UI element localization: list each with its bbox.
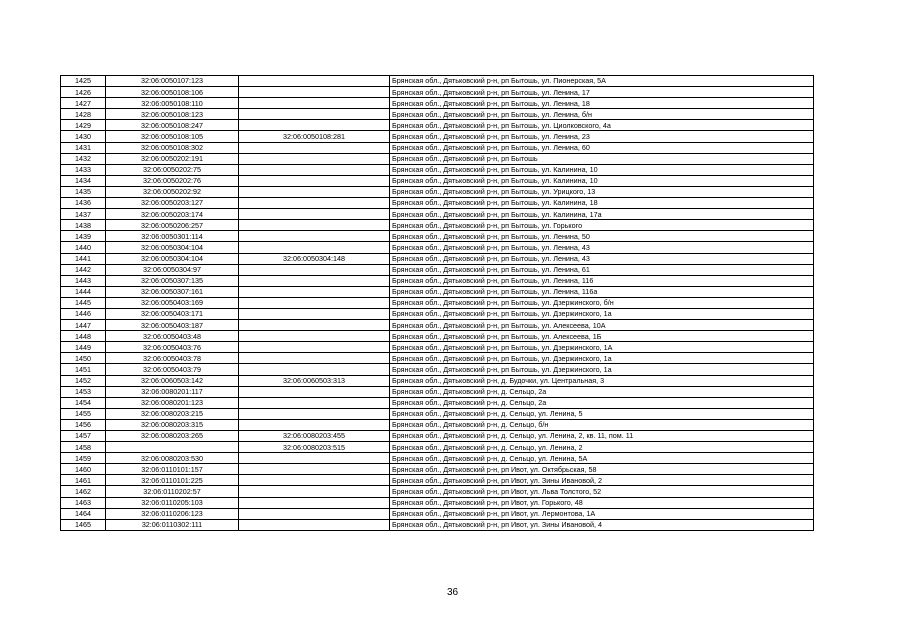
address-cell: Брянская обл., Дятьковский р-н, рп Бытошь, ул. Калинина, 18: [390, 198, 814, 209]
address-cell: Брянская обл., Дятьковский р-н, рп Бытошь, ул. Ленина, б/н: [390, 109, 814, 120]
table-row: [61, 253, 814, 264]
cadastral-number-cell: 32:06:0080203:315: [106, 419, 239, 430]
table-row: [61, 342, 814, 353]
address-cell: Брянская обл., Дятьковский р-н, д. Будочки, ул. Центральная, 3: [390, 375, 814, 386]
table-row: [61, 198, 814, 209]
parent-cadastral-number-cell: [239, 386, 390, 397]
parent-cadastral-number-cell: [239, 408, 390, 419]
cadastral-number-cell: 32:06:0050108:105: [106, 131, 239, 142]
table-row: [61, 442, 814, 453]
row-number-cell: 1443: [61, 275, 106, 286]
row-number-cell: 1449: [61, 342, 106, 353]
table-row: [61, 209, 814, 220]
cadastral-number-cell: 32:06:0050301:114: [106, 231, 239, 242]
address-cell: Брянская обл., Дятьковский р-н, рп Бытошь, ул. Дзержинского, б/н: [390, 297, 814, 308]
cadastral-number-cell: 32:06:0050108:110: [106, 98, 239, 109]
parent-cadastral-number-cell: 32:06:0080203:455: [239, 431, 390, 442]
row-number-cell: 1444: [61, 286, 106, 297]
parent-cadastral-number-cell: [239, 475, 390, 486]
address-cell: Брянская обл., Дятьковский р-н, рп Бытошь, ул. Ленина, 43: [390, 253, 814, 264]
table-row: [61, 275, 814, 286]
cadastral-number-cell: 32:06:0050202:76: [106, 175, 239, 186]
parent-cadastral-number-cell: [239, 98, 390, 109]
parent-cadastral-number-cell: 32:06:0080203:515: [239, 442, 390, 453]
cadastral-number-cell: 32:06:0050307:135: [106, 275, 239, 286]
table-row: [61, 120, 814, 131]
cadastral-number-cell: 32:06:0050304:104: [106, 242, 239, 253]
row-number-cell: 1429: [61, 120, 106, 131]
parent-cadastral-number-cell: [239, 508, 390, 519]
parent-cadastral-number-cell: [239, 353, 390, 364]
cadastral-number-cell: 32:06:0110205:103: [106, 497, 239, 508]
address-cell: Брянская обл., Дятьковский р-н, рп Ивот, ул. Октябрьская, 58: [390, 464, 814, 475]
row-number-cell: 1442: [61, 264, 106, 275]
table-row: [61, 109, 814, 120]
parent-cadastral-number-cell: [239, 120, 390, 131]
cadastral-number-cell: 32:06:0050403:48: [106, 331, 239, 342]
parent-cadastral-number-cell: [239, 164, 390, 175]
address-cell: Брянская обл., Дятьковский р-н, рп Ивот, ул. Горького, 48: [390, 497, 814, 508]
address-cell: Брянская обл., Дятьковский р-н, рп Бытошь, ул. Дзержинского, 1а: [390, 353, 814, 364]
parent-cadastral-number-cell: [239, 231, 390, 242]
row-number-cell: 1448: [61, 331, 106, 342]
parent-cadastral-number-cell: [239, 419, 390, 430]
address-cell: Брянская обл., Дятьковский р-н, рп Бытошь, ул. Горького: [390, 220, 814, 231]
table-row: [61, 164, 814, 175]
parent-cadastral-number-cell: [239, 220, 390, 231]
row-number-cell: 1446: [61, 308, 106, 319]
cadastral-number-cell: 32:06:0050108:247: [106, 120, 239, 131]
cadastral-number-cell: 32:06:0050203:127: [106, 198, 239, 209]
address-cell: Брянская обл., Дятьковский р-н, рп Бытошь, ул. Ленина, 116а: [390, 286, 814, 297]
table-row: [61, 76, 814, 87]
parent-cadastral-number-cell: [239, 153, 390, 164]
row-number-cell: 1431: [61, 142, 106, 153]
address-cell: Брянская обл., Дятьковский р-н, рп Бытошь, ул. Ленина, 18: [390, 98, 814, 109]
address-cell: Брянская обл., Дятьковский р-н, рп Бытошь, ул. Ленина, 50: [390, 231, 814, 242]
table-row: [61, 408, 814, 419]
address-cell: Брянская обл., Дятьковский р-н, рп Бытошь: [390, 153, 814, 164]
cadastral-number-cell: 32:06:0050202:92: [106, 186, 239, 197]
table-row: [61, 453, 814, 464]
parent-cadastral-number-cell: [239, 76, 390, 87]
address-cell: Брянская обл., Дятьковский р-н, рп Бытошь, ул. Ленина, 61: [390, 264, 814, 275]
parent-cadastral-number-cell: [239, 486, 390, 497]
parent-cadastral-number-cell: [239, 198, 390, 209]
row-number-cell: 1435: [61, 186, 106, 197]
table-row: [61, 153, 814, 164]
table-row: [61, 519, 814, 530]
address-cell: Брянская обл., Дятьковский р-н, рп Бытошь, ул. Ленина, 23: [390, 131, 814, 142]
table-row: [61, 397, 814, 408]
row-number-cell: 1453: [61, 386, 106, 397]
row-number-cell: 1452: [61, 375, 106, 386]
address-cell: Брянская обл., Дятьковский р-н, рп Бытошь, ул. Ленина, 43: [390, 242, 814, 253]
row-number-cell: 1441: [61, 253, 106, 264]
table-row: [61, 364, 814, 375]
address-cell: Брянская обл., Дятьковский р-н, рп Ивот, ул. Льва Толстого, 52: [390, 486, 814, 497]
address-cell: Брянская обл., Дятьковский р-н, рп Бытошь, ул. Пионерская, 5А: [390, 76, 814, 87]
table-row: [61, 264, 814, 275]
address-cell: Брянская обл., Дятьковский р-н, рп Бытошь, ул. Ленина, 60: [390, 142, 814, 153]
row-number-cell: 1430: [61, 131, 106, 142]
row-number-cell: 1425: [61, 76, 106, 87]
table-row: [61, 98, 814, 109]
row-number-cell: 1459: [61, 453, 106, 464]
cadastral-number-cell: 32:06:0050203:174: [106, 209, 239, 220]
table-row: [61, 87, 814, 98]
row-number-cell: 1454: [61, 397, 106, 408]
cadastral-number-cell: 32:06:0080201:117: [106, 386, 239, 397]
parent-cadastral-number-cell: [239, 453, 390, 464]
table-row: [61, 297, 814, 308]
row-number-cell: 1439: [61, 231, 106, 242]
address-cell: Брянская обл., Дятьковский р-н, д. Сельцо, ул. Ленина, 2: [390, 442, 814, 453]
cadastral-number-cell: 32:06:0050307:161: [106, 286, 239, 297]
cadastral-number-cell: 32:06:0050202:75: [106, 164, 239, 175]
page-number: 36: [446, 587, 459, 598]
row-number-cell: 1433: [61, 164, 106, 175]
table-row: [61, 508, 814, 519]
address-cell: Брянская обл., Дятьковский р-н, д. Сельцо, ул. Ленина, 5А: [390, 453, 814, 464]
parent-cadastral-number-cell: [239, 297, 390, 308]
row-number-cell: 1455: [61, 408, 106, 419]
table-row: [61, 375, 814, 386]
cadastral-number-cell: 32:06:0060503:142: [106, 375, 239, 386]
table-row: [61, 464, 814, 475]
address-cell: Брянская обл., Дятьковский р-н, д. Сельцо, ул. Ленина, 2, кв. 11, пом. 11: [390, 431, 814, 442]
parent-cadastral-number-cell: [239, 275, 390, 286]
table-row: [61, 142, 814, 153]
parent-cadastral-number-cell: [239, 397, 390, 408]
address-cell: Брянская обл., Дятьковский р-н, рп Ивот, ул. Лермонтова, 1А: [390, 508, 814, 519]
cadastral-number-cell: 32:06:0050403:169: [106, 297, 239, 308]
table-row: [61, 419, 814, 430]
row-number-cell: 1426: [61, 87, 106, 98]
cadastral-number-cell: 32:06:0050403:79: [106, 364, 239, 375]
cadastral-number-cell: 32:06:0050108:123: [106, 109, 239, 120]
row-number-cell: 1437: [61, 209, 106, 220]
cadastral-number-cell: 32:06:0080203:215: [106, 408, 239, 419]
address-cell: Брянская обл., Дятьковский р-н, рп Бытошь, ул. Калинина, 17а: [390, 209, 814, 220]
row-number-cell: 1450: [61, 353, 106, 364]
address-cell: Брянская обл., Дятьковский р-н, рп Ивот, ул. Зины Ивановой, 4: [390, 519, 814, 530]
parent-cadastral-number-cell: [239, 519, 390, 530]
parent-cadastral-number-cell: 32:06:0050304:148: [239, 253, 390, 264]
registry-table-body: [61, 76, 814, 531]
parent-cadastral-number-cell: [239, 186, 390, 197]
row-number-cell: 1436: [61, 198, 106, 209]
row-number-cell: 1445: [61, 297, 106, 308]
table-row: [61, 475, 814, 486]
cadastral-number-cell: 32:06:0080203:265: [106, 431, 239, 442]
table-row: [61, 320, 814, 331]
table-row: [61, 242, 814, 253]
table-row: [61, 220, 814, 231]
parent-cadastral-number-cell: [239, 209, 390, 220]
table-row: [61, 497, 814, 508]
cadastral-number-cell: 32:06:0110302:111: [106, 519, 239, 530]
address-cell: Брянская обл., Дятьковский р-н, рп Бытошь, ул. Ленина, 116: [390, 275, 814, 286]
row-number-cell: 1428: [61, 109, 106, 120]
parent-cadastral-number-cell: [239, 331, 390, 342]
cadastral-number-cell: 32:06:0110101:225: [106, 475, 239, 486]
address-cell: Брянская обл., Дятьковский р-н, рп Бытошь, ул. Дзержинского, 1а: [390, 364, 814, 375]
table-row: [61, 131, 814, 142]
row-number-cell: 1427: [61, 98, 106, 109]
row-number-cell: 1465: [61, 519, 106, 530]
row-number-cell: 1463: [61, 497, 106, 508]
parent-cadastral-number-cell: [239, 142, 390, 153]
cadastral-number-cell: 32:06:0050206:257: [106, 220, 239, 231]
parent-cadastral-number-cell: 32:06:0060503:313: [239, 375, 390, 386]
table-row: [61, 431, 814, 442]
row-number-cell: 1462: [61, 486, 106, 497]
parent-cadastral-number-cell: [239, 464, 390, 475]
parent-cadastral-number-cell: [239, 109, 390, 120]
parent-cadastral-number-cell: [239, 286, 390, 297]
row-number-cell: 1461: [61, 475, 106, 486]
table-row: [61, 331, 814, 342]
table-row: [61, 175, 814, 186]
cadastral-number-cell: 32:06:0050403:187: [106, 320, 239, 331]
row-number-cell: 1432: [61, 153, 106, 164]
table-row: [61, 308, 814, 319]
cadastral-number-cell: 32:06:0050108:302: [106, 142, 239, 153]
address-cell: Брянская обл., Дятьковский р-н, рп Ивот, ул. Зины Ивановой, 2: [390, 475, 814, 486]
table-row: [61, 231, 814, 242]
cadastral-number-cell: 32:06:0050202:191: [106, 153, 239, 164]
cadastral-number-cell: 32:06:0050403:78: [106, 353, 239, 364]
address-cell: Брянская обл., Дятьковский р-н, рп Бытошь, ул. Ленина, 17: [390, 87, 814, 98]
cadastral-number-cell: 32:06:0050108:106: [106, 87, 239, 98]
table-row: [61, 186, 814, 197]
address-cell: Брянская обл., Дятьковский р-н, рп Бытошь, ул. Алексеева, 1Б: [390, 331, 814, 342]
row-number-cell: 1447: [61, 320, 106, 331]
table-row: [61, 386, 814, 397]
parent-cadastral-number-cell: [239, 320, 390, 331]
cadastral-number-cell: 32:06:0050107:123: [106, 76, 239, 87]
parent-cadastral-number-cell: [239, 342, 390, 353]
row-number-cell: 1434: [61, 175, 106, 186]
cadastral-number-cell: 32:06:0050403:171: [106, 308, 239, 319]
address-cell: Брянская обл., Дятьковский р-н, рп Бытошь, ул. Калинина, 10: [390, 175, 814, 186]
row-number-cell: 1460: [61, 464, 106, 475]
cadastral-number-cell: 32:06:0050304:97: [106, 264, 239, 275]
address-cell: Брянская обл., Дятьковский р-н, д. Сельцо, 2а: [390, 386, 814, 397]
parent-cadastral-number-cell: [239, 87, 390, 98]
table-row: [61, 486, 814, 497]
row-number-cell: 1440: [61, 242, 106, 253]
cadastral-number-cell: 32:06:0110206:123: [106, 508, 239, 519]
address-cell: Брянская обл., Дятьковский р-н, рп Бытошь, ул. Урицкого, 13: [390, 186, 814, 197]
table-row: [61, 286, 814, 297]
parent-cadastral-number-cell: 32:06:0050108:281: [239, 131, 390, 142]
address-cell: Брянская обл., Дятьковский р-н, рп Бытошь, ул. Алексеева, 10А: [390, 320, 814, 331]
cadastral-number-cell: 32:06:0110202:57: [106, 486, 239, 497]
address-cell: Брянская обл., Дятьковский р-н, д. Сельцо, б/н: [390, 419, 814, 430]
row-number-cell: 1438: [61, 220, 106, 231]
address-cell: Брянская обл., Дятьковский р-н, рп Бытошь, ул. Дзержинского, 1А: [390, 342, 814, 353]
cadastral-number-cell: 32:06:0050403:76: [106, 342, 239, 353]
address-cell: Брянская обл., Дятьковский р-н, рп Бытошь, ул. Калинина, 10: [390, 164, 814, 175]
parent-cadastral-number-cell: [239, 264, 390, 275]
row-number-cell: 1457: [61, 431, 106, 442]
address-cell: Брянская обл., Дятьковский р-н, рп Бытошь, ул. Дзержинского, 1а: [390, 308, 814, 319]
row-number-cell: 1464: [61, 508, 106, 519]
address-cell: Брянская обл., Дятьковский р-н, д. Сельцо, 2а: [390, 397, 814, 408]
registry-table: [60, 75, 814, 531]
parent-cadastral-number-cell: [239, 308, 390, 319]
address-cell: Брянская обл., Дятьковский р-н, д. Сельцо, ул. Ленина, 5: [390, 408, 814, 419]
parent-cadastral-number-cell: [239, 364, 390, 375]
cadastral-number-cell: 32:06:0050304:104: [106, 253, 239, 264]
row-number-cell: 1456: [61, 419, 106, 430]
parent-cadastral-number-cell: [239, 242, 390, 253]
table-row: [61, 353, 814, 364]
row-number-cell: 1451: [61, 364, 106, 375]
parent-cadastral-number-cell: [239, 497, 390, 508]
cadastral-number-cell: 32:06:0110101:157: [106, 464, 239, 475]
cadastral-number-cell: 32:06:0080201:123: [106, 397, 239, 408]
row-number-cell: 1458: [61, 442, 106, 453]
cadastral-number-cell: [106, 442, 239, 453]
parent-cadastral-number-cell: [239, 175, 390, 186]
address-cell: Брянская обл., Дятьковский р-н, рп Бытошь, ул. Циолковского, 4а: [390, 120, 814, 131]
cadastral-number-cell: 32:06:0080203:530: [106, 453, 239, 464]
